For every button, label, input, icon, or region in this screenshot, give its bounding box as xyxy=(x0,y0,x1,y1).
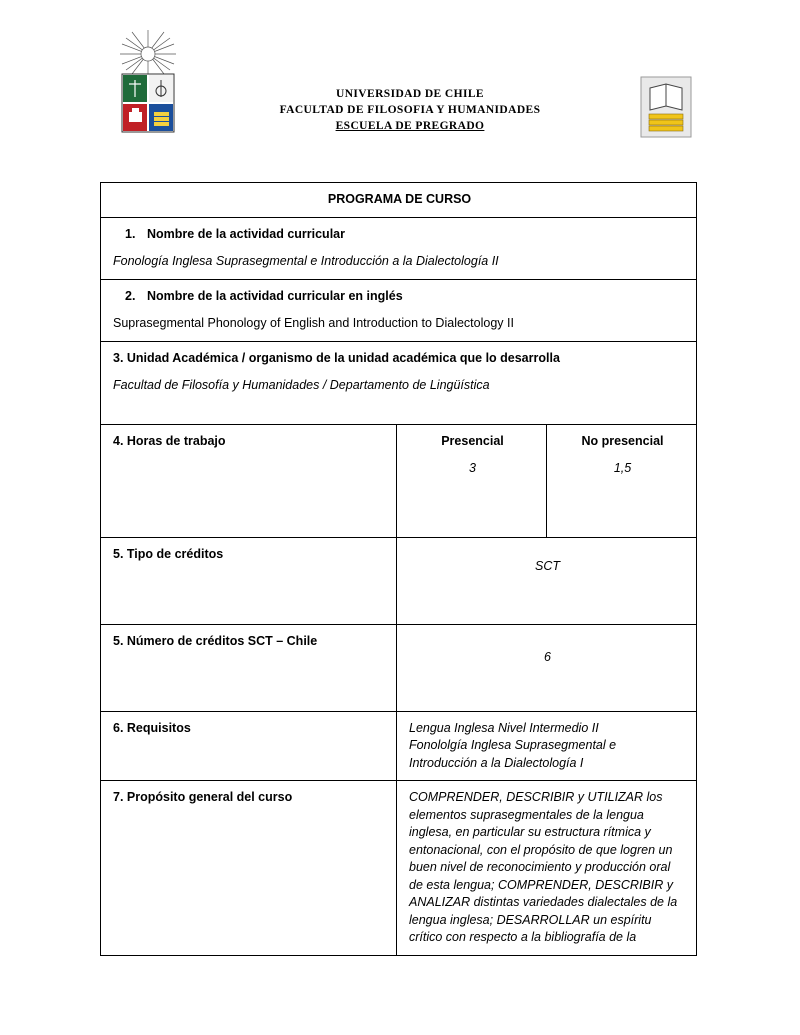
table-row xyxy=(101,537,697,624)
row-6-value-cell xyxy=(397,624,697,711)
table-row xyxy=(101,711,697,781)
row-5-value-cell xyxy=(397,537,697,624)
row-6-label: 5. Número de créditos SCT – Chile xyxy=(113,633,318,648)
row-4-col2-value: 1,5 xyxy=(613,461,632,475)
table-row xyxy=(101,424,697,537)
row-7-value-cell xyxy=(397,711,697,781)
document-header xyxy=(0,0,800,150)
row-7-label: 6. Requisitos xyxy=(113,720,191,735)
institution-heading xyxy=(200,86,620,134)
row-1-number: 1. xyxy=(125,226,136,241)
row-1-value: Fonología Inglesa Suprasegmental e Introducción a la Dialectología II xyxy=(113,254,499,268)
row-3-value: Facultad de Filosofía y Humanidades / Departamento de Lingüística xyxy=(113,378,490,392)
row-4-col1-header: Presencial xyxy=(441,433,504,448)
table-row xyxy=(101,624,697,711)
table-row xyxy=(101,217,697,279)
row-8-label-cell xyxy=(101,781,397,956)
row-6-label-cell xyxy=(101,624,397,711)
table-row xyxy=(101,341,697,424)
row-7-value-line-1: Lengua Inglesa Nivel Intermedio II xyxy=(409,720,599,735)
row-4-no-presencial-cell xyxy=(547,424,697,537)
row-8-value: COMPRENDER, DESCRIBIR y UTILIZAR los elementos suprasegmentales de la lengua inglesa, en particular su estructura rítmica y entonacional, con el propósito de que logren un buen nivel de reconocimiento y producción oral de esta lengua; COMPRENDER, DESCRIBIR y ANALIZAR distintas variedades dialectales de la lengua inglesa; DESARROLLAR un espíritu crítico con respecto a la bibliografía de la xyxy=(409,790,678,944)
universidad-de-chile-crest-icon xyxy=(112,28,184,136)
row-1-label xyxy=(113,226,686,244)
table-row xyxy=(101,183,697,218)
row-5-value: SCT xyxy=(535,558,561,573)
facultad-emblem-icon xyxy=(640,76,692,138)
row-4-col1-value: 3 xyxy=(469,461,476,475)
row-2-number: 2. xyxy=(125,288,136,303)
row-8-label: 7. Propósito general del curso xyxy=(113,790,293,804)
document-title: PROGRAMA DE CURSO xyxy=(101,183,697,218)
row-4-presencial-cell xyxy=(397,424,547,537)
row-7-value-line-2: Fonololgía Inglesa Suprasegmental e xyxy=(409,738,617,752)
row-2-label-text: Nombre de la actividad curricular en inglés xyxy=(147,288,403,303)
course-program-table xyxy=(100,182,697,956)
institution-line-3: ESCUELA DE PREGRADO xyxy=(335,120,485,132)
table-row xyxy=(101,279,697,341)
row-8-value-cell xyxy=(397,781,697,956)
table-row xyxy=(101,781,697,956)
row-2-cell xyxy=(101,279,697,341)
row-1-label-text: Nombre de la actividad curricular xyxy=(147,226,345,241)
institution-line-2: FACULTAD DE FILOSOFIA Y HUMANIDADES xyxy=(279,104,541,116)
row-4-col2-header: No presencial xyxy=(581,433,664,448)
row-5-label-cell xyxy=(101,537,397,624)
row-4-label-cell xyxy=(101,424,397,537)
row-7-value-line-3: Introducción a la Dialectología I xyxy=(409,755,584,770)
row-1-cell xyxy=(101,217,697,279)
row-2-label xyxy=(113,288,686,306)
row-2-value: Suprasegmental Phonology of English and Introduction to Dialectology II xyxy=(113,316,514,330)
row-6-value: 6 xyxy=(544,649,551,664)
row-7-label-cell xyxy=(101,711,397,781)
row-4-label: 4. Horas de trabajo xyxy=(113,433,226,448)
row-5-label: 5. Tipo de créditos xyxy=(113,546,224,561)
row-3-label: 3. Unidad Académica / organismo de la unidad académica que lo desarrolla xyxy=(113,350,560,365)
row-3-cell xyxy=(101,341,697,424)
institution-line-1: UNIVERSIDAD DE CHILE xyxy=(336,88,484,100)
